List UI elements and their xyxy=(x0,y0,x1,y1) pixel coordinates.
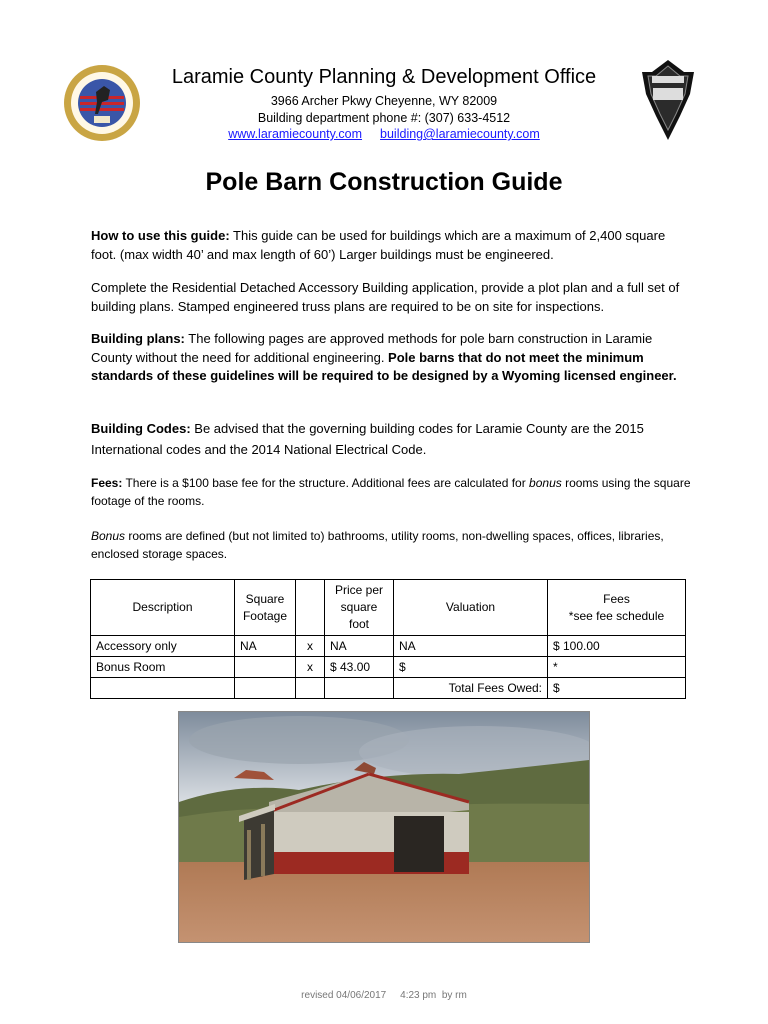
codes-label: Building Codes: xyxy=(91,421,191,436)
fees-text-2: rooms using the square footage of the rooms. xyxy=(91,476,691,508)
cell-fees: $ 100.00 xyxy=(548,636,686,657)
cell-description: Accessory only xyxy=(91,636,235,657)
header-description: Description xyxy=(91,580,235,636)
bonus-paragraph xyxy=(91,528,691,563)
header-price: Price per square foot xyxy=(325,580,394,636)
fees-italic: bonus xyxy=(529,476,562,490)
how-text: This guide can be used for buildings which are a maximum of 2,400 square foot. (max width 40’ and max length of 60’) Larger buildings must be engineered. xyxy=(91,228,666,262)
complete-paragraph: Complete the Residential Detached Accessory Building application, provide a plot plan and a full set of building plans. Stamped engineered truss plans are required to be on site for inspections. xyxy=(91,280,680,314)
cell-valuation: $ xyxy=(394,657,548,678)
pole-barn-photo xyxy=(178,711,590,943)
fees-text-1: There is a $100 base fee for the structure. Additional fees are calculated for xyxy=(122,476,530,490)
fees-header-line2: *see fee schedule xyxy=(568,608,665,623)
cell-price: NA xyxy=(325,636,394,657)
plans-bold-text: Pole barns that do not meet the minimum standards of these guidelines will be required to be designed by a Wyoming licensed engineer. xyxy=(91,349,677,383)
cell-valuation: NA xyxy=(394,636,548,657)
cell-x: x xyxy=(296,657,325,678)
page-title: Pole Barn Construction Guide xyxy=(205,168,563,196)
address: 3966 Archer Pkwy Cheyenne, WY 82009 xyxy=(270,94,498,108)
header-valuation: Valuation xyxy=(394,580,548,636)
how-to-use-paragraph xyxy=(91,227,691,264)
fee-table xyxy=(90,579,686,699)
phone: Building department phone #: (307) 633-4512 xyxy=(257,111,511,125)
total-row xyxy=(91,678,686,699)
cell-description: Bonus Room xyxy=(91,657,235,678)
bonus-italic: Bonus xyxy=(91,529,126,543)
total-label: Total Fees Owed: xyxy=(394,678,548,699)
email-link[interactable]: building@laramiecounty.com xyxy=(380,127,540,141)
revision-footer: revised 04/06/2017 4:23 pm by rm xyxy=(301,990,467,1001)
fee-table-header-row xyxy=(91,580,686,636)
table-row xyxy=(91,636,686,657)
website-link[interactable]: www.laramiecounty.com xyxy=(228,127,363,141)
building-codes-paragraph xyxy=(91,418,691,460)
cell-x: x xyxy=(296,636,325,657)
fees-header-line1: Fees xyxy=(603,591,630,606)
cell-square-footage: NA xyxy=(235,636,296,657)
header-x xyxy=(296,580,325,636)
how-label: How to use this guide: xyxy=(91,228,230,243)
codes-text: Be advised that the governing building codes for Laramie County are the 2015 International codes and the 2014 National Electrical Code. xyxy=(91,421,644,457)
bonus-text: rooms are defined (but not limited to) bathrooms, utility rooms, non-dwelling spaces, offices, libraries, enclosed storage spaces. xyxy=(91,529,664,561)
org-name: Laramie County Planning & Development Office xyxy=(171,66,597,88)
plans-text: The following pages are approved methods for pole barn construction in Laramie County without the need for additional engineering. xyxy=(91,331,653,365)
cell-price: $ 43.00 xyxy=(325,657,394,678)
header-fees xyxy=(548,580,686,636)
total-value: $ xyxy=(548,678,686,699)
fees-paragraph xyxy=(91,475,691,510)
header-square-footage: Square Footage xyxy=(235,580,296,636)
cell-square-footage xyxy=(235,657,296,678)
building-plans-paragraph xyxy=(91,330,691,386)
plans-label: Building plans: xyxy=(91,331,185,346)
cell-fees: * xyxy=(548,657,686,678)
table-row xyxy=(91,657,686,678)
fees-label: Fees: xyxy=(91,476,123,490)
contact-links xyxy=(0,127,768,141)
